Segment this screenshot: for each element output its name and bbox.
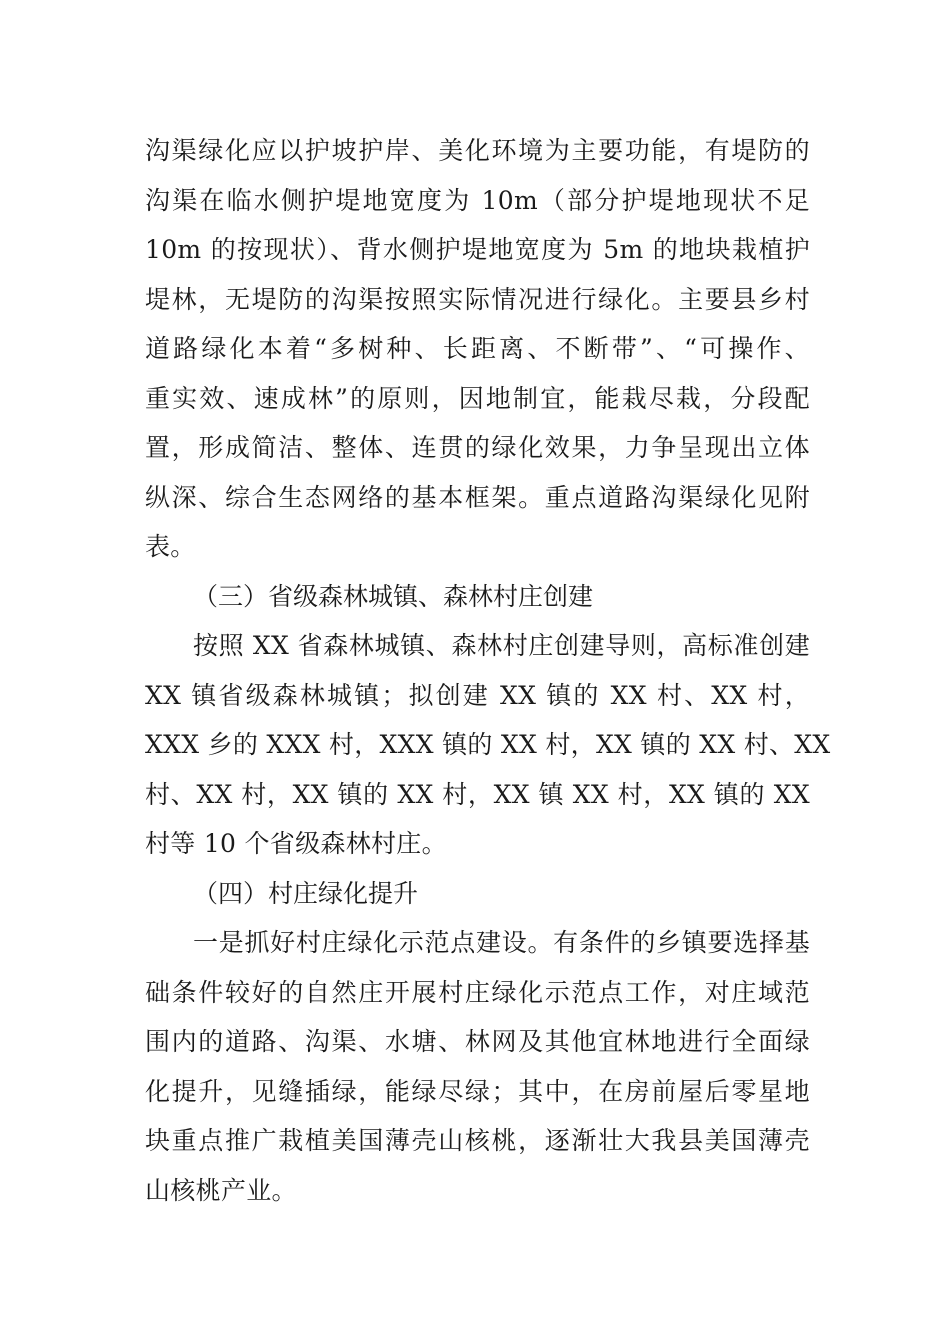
text-line: 础条件较好的自然庄开展村庄绿化示范点工作，对庄域范 xyxy=(145,977,810,1007)
text-line: 10m 的按现状）、背水侧护堤地宽度为 5m 的地块栽植护 xyxy=(145,235,810,264)
text-line: 沟渠在临水侧护堤地宽度为 10m（部分护堤地现状不足 xyxy=(145,185,810,215)
text-line: 一是抓好村庄绿化示范点建设。有条件的乡镇要选择基 xyxy=(193,928,810,957)
text-line: 置，形成简洁、整体、连贯的绿化效果，力争呈现出立体 xyxy=(145,433,810,462)
text-line: 围内的道路、沟渠、水塘、林网及其他宜林地进行全面绿 xyxy=(145,1027,810,1056)
section-heading-village-greening: （四）村庄绿化提升 xyxy=(193,878,419,908)
text-line: 化提升，见缝插绿，能绿尽绿；其中，在房前屋后零星地 xyxy=(145,1076,810,1106)
text-line: 按照 XX 省森林城镇、森林村庄创建导则，高标准创建 xyxy=(193,631,810,660)
text-line: 重实效、速成林”的原则，因地制宜，能栽尽栽，分段配 xyxy=(145,383,810,413)
paragraph-village-demonstration xyxy=(145,918,810,1215)
text-line: XX 镇省级森林城镇；拟创建 XX 镇的 XX 村、XX 村， xyxy=(145,680,810,710)
text-line: XXX 乡的 XXX 村，XXX 镇的 XX 村，XX 镇的 XX 村、XX xyxy=(145,730,831,759)
section-heading-forest-towns: （三）省级森林城镇、森林村庄创建 xyxy=(193,581,594,611)
text-line: 块重点推广栽植美国薄壳山核桃，逐渐壮大我县美国薄壳 xyxy=(145,1126,810,1155)
text-line: 山核桃产业。 xyxy=(145,1175,297,1205)
text-line: 村等 10 个省级森林村庄。 xyxy=(145,829,447,858)
text-line: 村、XX 村，XX 镇的 XX 村，XX 镇 XX 村，XX 镇的 XX xyxy=(145,779,810,809)
text-line: 沟渠绿化应以护坡护岸、美化环境为主要功能，有堤防的 xyxy=(145,136,810,165)
text-line: 表。 xyxy=(145,532,196,561)
document-body xyxy=(145,126,831,1215)
paragraph-forest-villages xyxy=(145,621,831,869)
paragraph-road-ditch-greening xyxy=(145,126,810,572)
text-line: 道路绿化本着“多树种、长距离、不断带”、“可操作、 xyxy=(145,334,810,363)
text-line: 纵深、综合生态网络的基本框架。重点道路沟渠绿化见附 xyxy=(145,482,810,512)
text-line: 堤林，无堤防的沟渠按照实际情况进行绿化。主要县乡村 xyxy=(145,284,810,314)
